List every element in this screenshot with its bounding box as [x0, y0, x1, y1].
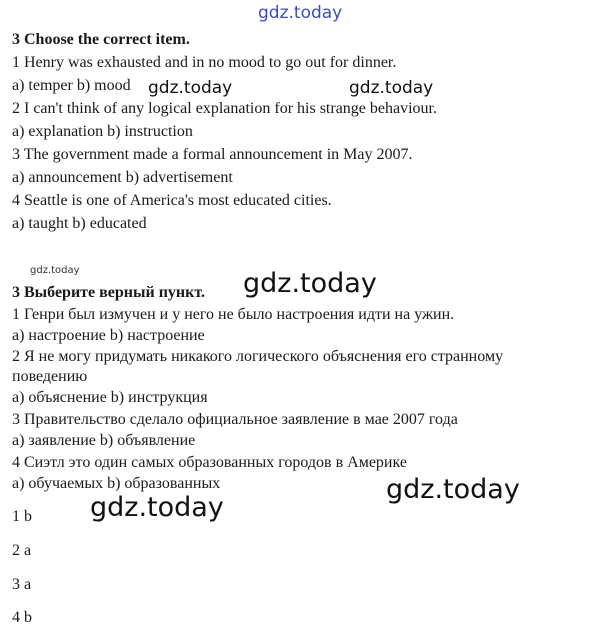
- exercise-heading-english: 3 Choose the correct item.: [12, 31, 190, 48]
- exercise-line: поведению: [12, 368, 88, 385]
- watermark: gdz.today: [30, 265, 80, 276]
- answer-item: 2 a: [12, 542, 32, 559]
- watermark: gdz.today: [349, 78, 434, 98]
- exercise-options: а) обучаемых b) образованных: [12, 475, 221, 492]
- exercise-options: a) announcement b) advertisement: [12, 169, 233, 186]
- exercise-heading-russian: 3 Выберите верный пункт.: [12, 284, 206, 301]
- exercise-line: 2 I can't think of any logical explanation for his strange behaviour.: [12, 100, 437, 117]
- exercise-line: 2 Я не могу придумать никакого логического объяснения его странному: [12, 348, 504, 365]
- exercise-options: a) taught b) educated: [12, 215, 147, 232]
- exercise-options: а) объяснение b) инструкция: [12, 389, 208, 406]
- exercise-line: 1 Генри был измучен и у него не было настроения идти на ужин.: [12, 306, 455, 323]
- watermark: gdz.today: [148, 78, 233, 98]
- answer-item: 1 b: [12, 508, 32, 525]
- exercise-options: а) заявление b) объявление: [12, 432, 196, 449]
- watermark: gdz.today: [386, 474, 520, 505]
- exercise-options: а) настроение b) настроение: [12, 327, 205, 344]
- exercise-line: 3 Правительство сделало официальное заявление в мае 2007 года: [12, 411, 458, 428]
- exercise-line: 3 The government made a formal announcement in May 2007.: [12, 146, 413, 163]
- watermark: gdz.today: [243, 268, 377, 299]
- watermark: gdz.today: [90, 492, 224, 523]
- exercise-line: 4 Seattle is one of America's most educated cities.: [12, 192, 332, 209]
- watermark-top: gdz.today: [258, 3, 343, 23]
- exercise-line: 1 Henry was exhausted and in no mood to go out for dinner.: [12, 54, 397, 71]
- exercise-options: a) explanation b) instruction: [12, 123, 193, 140]
- answer-item: 4 b: [12, 609, 32, 626]
- answer-item: 3 a: [12, 576, 32, 593]
- exercise-line: 4 Сиэтл это один самых образованных городов в Америке: [12, 454, 407, 471]
- exercise-options: a) temper b) mood: [12, 77, 131, 94]
